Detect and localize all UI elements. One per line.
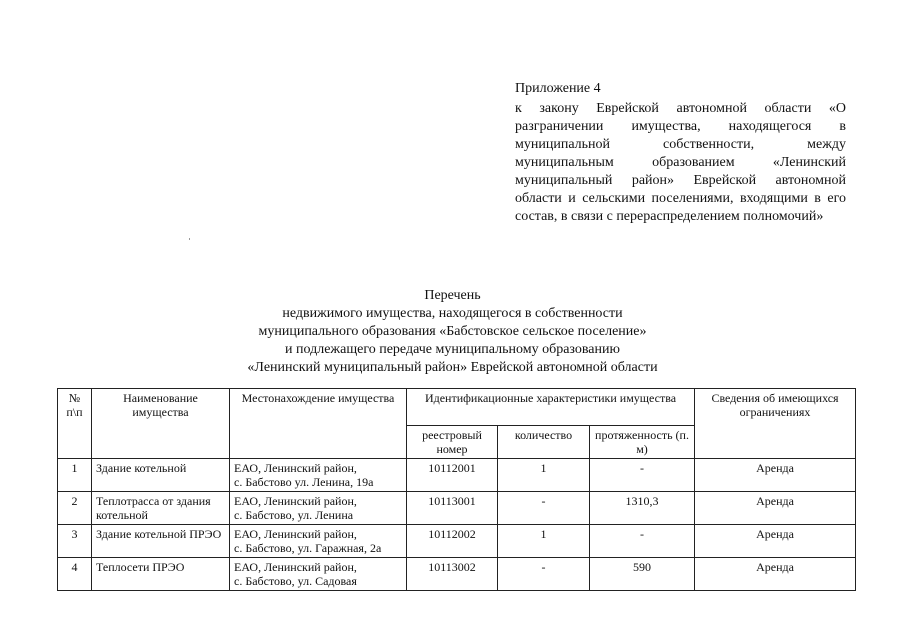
header-reg-number: реестровый номер bbox=[407, 426, 498, 459]
cell-name: Здание котельной ПРЭО bbox=[92, 525, 230, 558]
address-line: ЕАО, Ленинский район, bbox=[234, 527, 357, 541]
document-heading bbox=[180, 287, 725, 377]
header-name: Наименование имущества bbox=[92, 389, 230, 459]
cell-location bbox=[230, 525, 407, 558]
heading-line-1: Перечень bbox=[424, 288, 481, 303]
cell-quantity: - bbox=[498, 492, 590, 525]
cell-name: Теплотрасса от здания котельной bbox=[92, 492, 230, 525]
cell-quantity: - bbox=[498, 558, 590, 591]
cell-length: - bbox=[590, 459, 695, 492]
cell-length: - bbox=[590, 525, 695, 558]
cell-num: 2 bbox=[58, 492, 92, 525]
cell-reg-number: 10112002 bbox=[407, 525, 498, 558]
cell-location bbox=[230, 558, 407, 591]
header-num: № п\п bbox=[58, 389, 92, 459]
cell-restriction: Аренда bbox=[695, 525, 856, 558]
appendix-text: к закону Еврейской автономной области «О разграничении имущества, находящегося в муниципальной собственности, между муниципальным образованием «Ленинский муниципальный район» Еврейской автономной области и сельскими поселениями, входящими в его состав, в связи с перераспределением полномочий» bbox=[515, 101, 846, 224]
header-restrictions: Сведения об имеющихся ограничениях bbox=[695, 389, 856, 459]
heading-line-4: и подлежащего передаче муниципальному образованию bbox=[285, 342, 620, 357]
cell-restriction: Аренда bbox=[695, 492, 856, 525]
address-line: с. Бабстово, ул. Гаражная, 2а bbox=[234, 541, 382, 555]
address-line: с. Бабстово, ул. Садовая bbox=[234, 574, 357, 588]
cell-reg-number: 10112001 bbox=[407, 459, 498, 492]
header-quantity: количество bbox=[498, 426, 590, 459]
header-ident: Идентификационные характеристики имущества bbox=[407, 389, 695, 426]
table-row bbox=[58, 492, 856, 525]
appendix-title: Приложение 4 bbox=[515, 81, 601, 96]
property-table bbox=[57, 388, 856, 591]
header-length: протяженность (п. м) bbox=[590, 426, 695, 459]
address-line: ЕАО, Ленинский район, bbox=[234, 560, 357, 574]
cell-name: Здание котельной bbox=[92, 459, 230, 492]
table-row bbox=[58, 525, 856, 558]
table-row bbox=[58, 459, 856, 492]
appendix-block bbox=[515, 80, 846, 226]
cell-restriction: Аренда bbox=[695, 558, 856, 591]
address-line: ЕАО, Ленинский район, bbox=[234, 461, 357, 475]
cell-num: 3 bbox=[58, 525, 92, 558]
scan-speck bbox=[189, 238, 190, 240]
cell-quantity: 1 bbox=[498, 459, 590, 492]
cell-num: 4 bbox=[58, 558, 92, 591]
address-line: с. Бабстово ул. Ленина, 19а bbox=[234, 475, 374, 489]
cell-reg-number: 10113002 bbox=[407, 558, 498, 591]
address-line: ЕАО, Ленинский район, bbox=[234, 494, 357, 508]
heading-line-2: недвижимого имущества, находящегося в собственности bbox=[282, 306, 623, 321]
cell-restriction: Аренда bbox=[695, 459, 856, 492]
cell-location bbox=[230, 459, 407, 492]
cell-length: 590 bbox=[590, 558, 695, 591]
cell-num: 1 bbox=[58, 459, 92, 492]
cell-length: 1310,3 bbox=[590, 492, 695, 525]
cell-reg-number: 10113001 bbox=[407, 492, 498, 525]
header-location: Местонахождение имущества bbox=[230, 389, 407, 459]
cell-quantity: 1 bbox=[498, 525, 590, 558]
heading-line-3: муниципального образования «Бабстовское сельское поселение» bbox=[258, 324, 647, 339]
table-row bbox=[58, 558, 856, 591]
heading-line-5: «Ленинский муниципальный район» Еврейской автономной области bbox=[247, 360, 658, 375]
cell-location bbox=[230, 492, 407, 525]
cell-name: Теплосети ПРЭО bbox=[92, 558, 230, 591]
address-line: с. Бабстово, ул. Ленина bbox=[234, 508, 354, 522]
